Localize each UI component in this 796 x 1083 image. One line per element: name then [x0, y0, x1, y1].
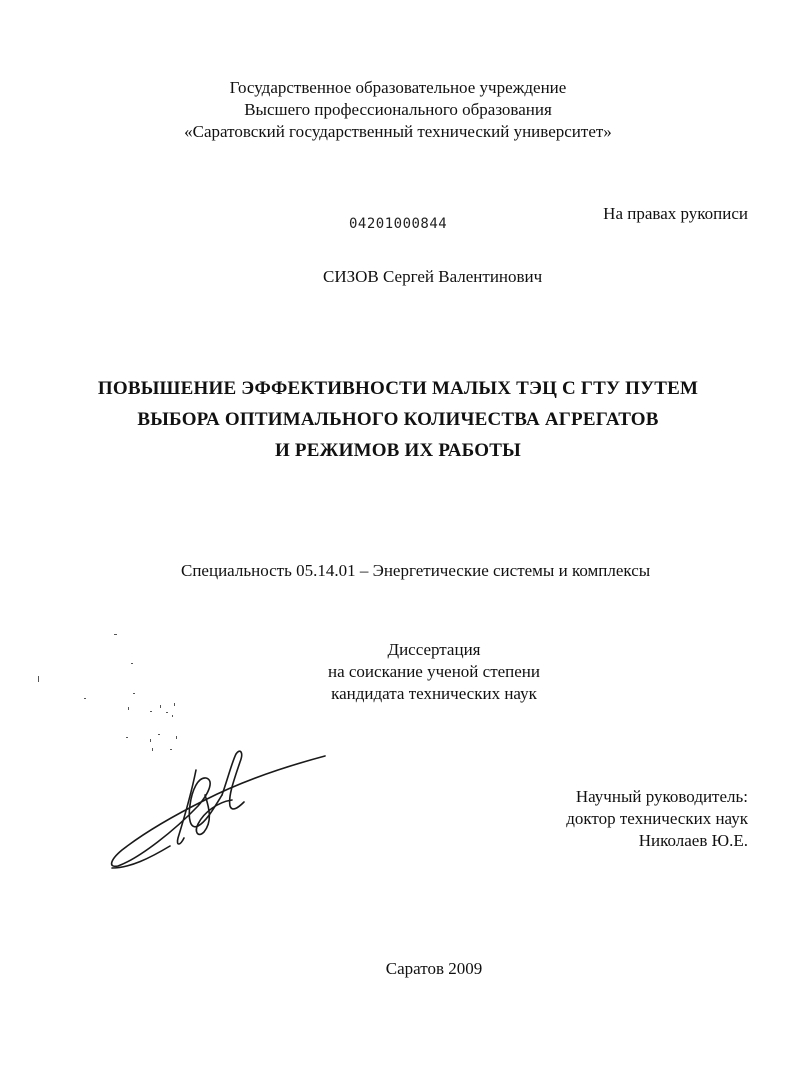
title-line-3: И РЕЖИМОВ ИХ РАБОТЫ: [275, 440, 521, 461]
degree-purpose: на соискание ученой степени: [327, 662, 541, 681]
document-number: 04201000844: [349, 216, 448, 232]
dissertation-label: Диссертация: [387, 640, 481, 659]
city-and-year: Саратов 2009: [385, 959, 483, 978]
author-name: СИЗОВ Сергей Валентинович: [323, 267, 543, 286]
institution-line-3: «Саратовский государственный технический университет»: [184, 122, 612, 141]
specialty-line: Специальность 05.14.01 – Энергетические системы и комплексы: [181, 561, 651, 580]
title-line-1: ПОВЫШЕНИЕ ЭФФЕКТИВНОСТИ МАЛЫХ ТЭЦ С ГТУ ПУТЕМ: [97, 378, 699, 399]
supervisor-label: Научный руководитель:: [575, 787, 748, 806]
degree-name: кандидата технических наук: [331, 684, 537, 703]
institution-line-1: Государственное образовательное учреждение: [229, 78, 567, 97]
manuscript-rights-note: На правах рукописи: [603, 204, 748, 223]
supervisor-name: Николаев Ю.Е.: [638, 831, 748, 850]
supervisor-degree: доктор технических наук: [566, 809, 748, 828]
institution-line-2: Высшего профессионального образования: [244, 100, 552, 119]
title-line-2: ВЫБОРА ОПТИМАЛЬНОГО КОЛИЧЕСТВА АГРЕГАТОВ: [137, 409, 659, 430]
